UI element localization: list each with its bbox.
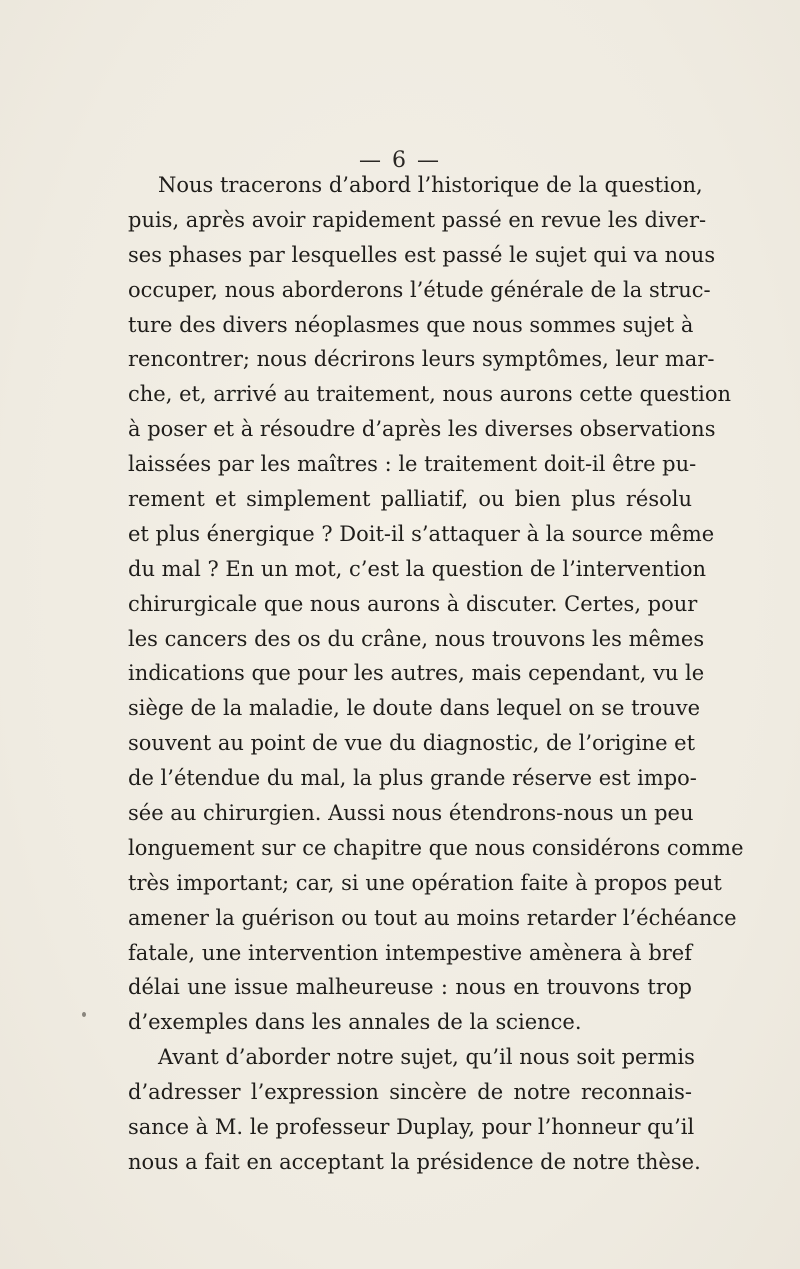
text-line: sée au chirurgien. Aussi nous étendrons-nous un peu: [128, 801, 694, 826]
text-line: de l’étendue du mal, la plus grande réserve est impo-: [128, 766, 697, 791]
text-line: indications que pour les autres, mais cependant, vu le: [128, 661, 705, 686]
text-line: laissées par les maîtres : le traitement doit-il être pu-: [128, 452, 697, 477]
text-line: très important; car, si une opération faite à propos peut: [128, 870, 722, 895]
text-line: rement et simplement palliatif, ou bien plus résolu: [128, 487, 692, 512]
text-line: souvent au point de vue du diagnostic, de l’origine et: [128, 731, 696, 756]
text-line: siège de la maladie, le doute dans lequel on se trouve: [128, 696, 701, 721]
text-line: délai une issue malheureuse : nous en trouvons trop: [128, 975, 692, 1000]
text-line: che, et, arrivé au traitement, nous aurons cette question: [128, 382, 732, 407]
text-line: amener la guérison ou tout au moins retarder l’échéance: [128, 905, 737, 930]
text-line: longuement sur ce chapitre que nous considérons comme: [128, 835, 744, 860]
paragraph-introduction: [128, 168, 744, 1040]
text-line: du mal ? En un mot, c’est la question de l’intervention: [128, 556, 707, 581]
body-text: [128, 168, 744, 1180]
text-line: et plus énergique ? Doit-il s’attaquer à la source même: [128, 521, 715, 546]
print-speck: [82, 1012, 86, 1017]
text-line: fatale, une intervention intempestive amènera à bref: [128, 940, 692, 965]
text-line: chirurgicale que nous aurons à discuter. Certes, pour: [128, 591, 698, 616]
text-line: à poser et à résoudre d’après les diverses observations: [128, 417, 716, 442]
text-line: puis, après avoir rapidement passé en revue les diver-: [128, 207, 707, 232]
paragraph-acknowledgement: [128, 1040, 701, 1180]
text-line: rencontrer; nous décrirons leurs symptômes, leur mar-: [128, 347, 715, 372]
text-line: Nous tracerons d’abord l’historique de la question,: [158, 173, 703, 197]
text-line: ses phases par lesquelles est passé le sujet qui va nous: [128, 242, 716, 267]
page-number: — 6 —: [359, 148, 441, 173]
text-line: nous a fait en acceptant la présidence de notre thèse.: [128, 1149, 701, 1174]
text-line: occuper, nous aborderons l’étude générale de la struc-: [128, 277, 711, 302]
text-line: les cancers des os du crâne, nous trouvons les mêmes: [128, 626, 705, 651]
text-line: Avant d’aborder notre sujet, qu’il nous soit permis: [158, 1045, 695, 1070]
text-line: d’adresser l’expression sincère de notre reconnais-: [128, 1080, 692, 1105]
text-line: d’exemples dans les annales de la science.: [128, 1010, 582, 1035]
text-line: sance à M. le professeur Duplay, pour l’honneur qu’il: [128, 1115, 695, 1140]
text-line: ture des divers néoplasmes que nous sommes sujet à: [128, 312, 694, 337]
